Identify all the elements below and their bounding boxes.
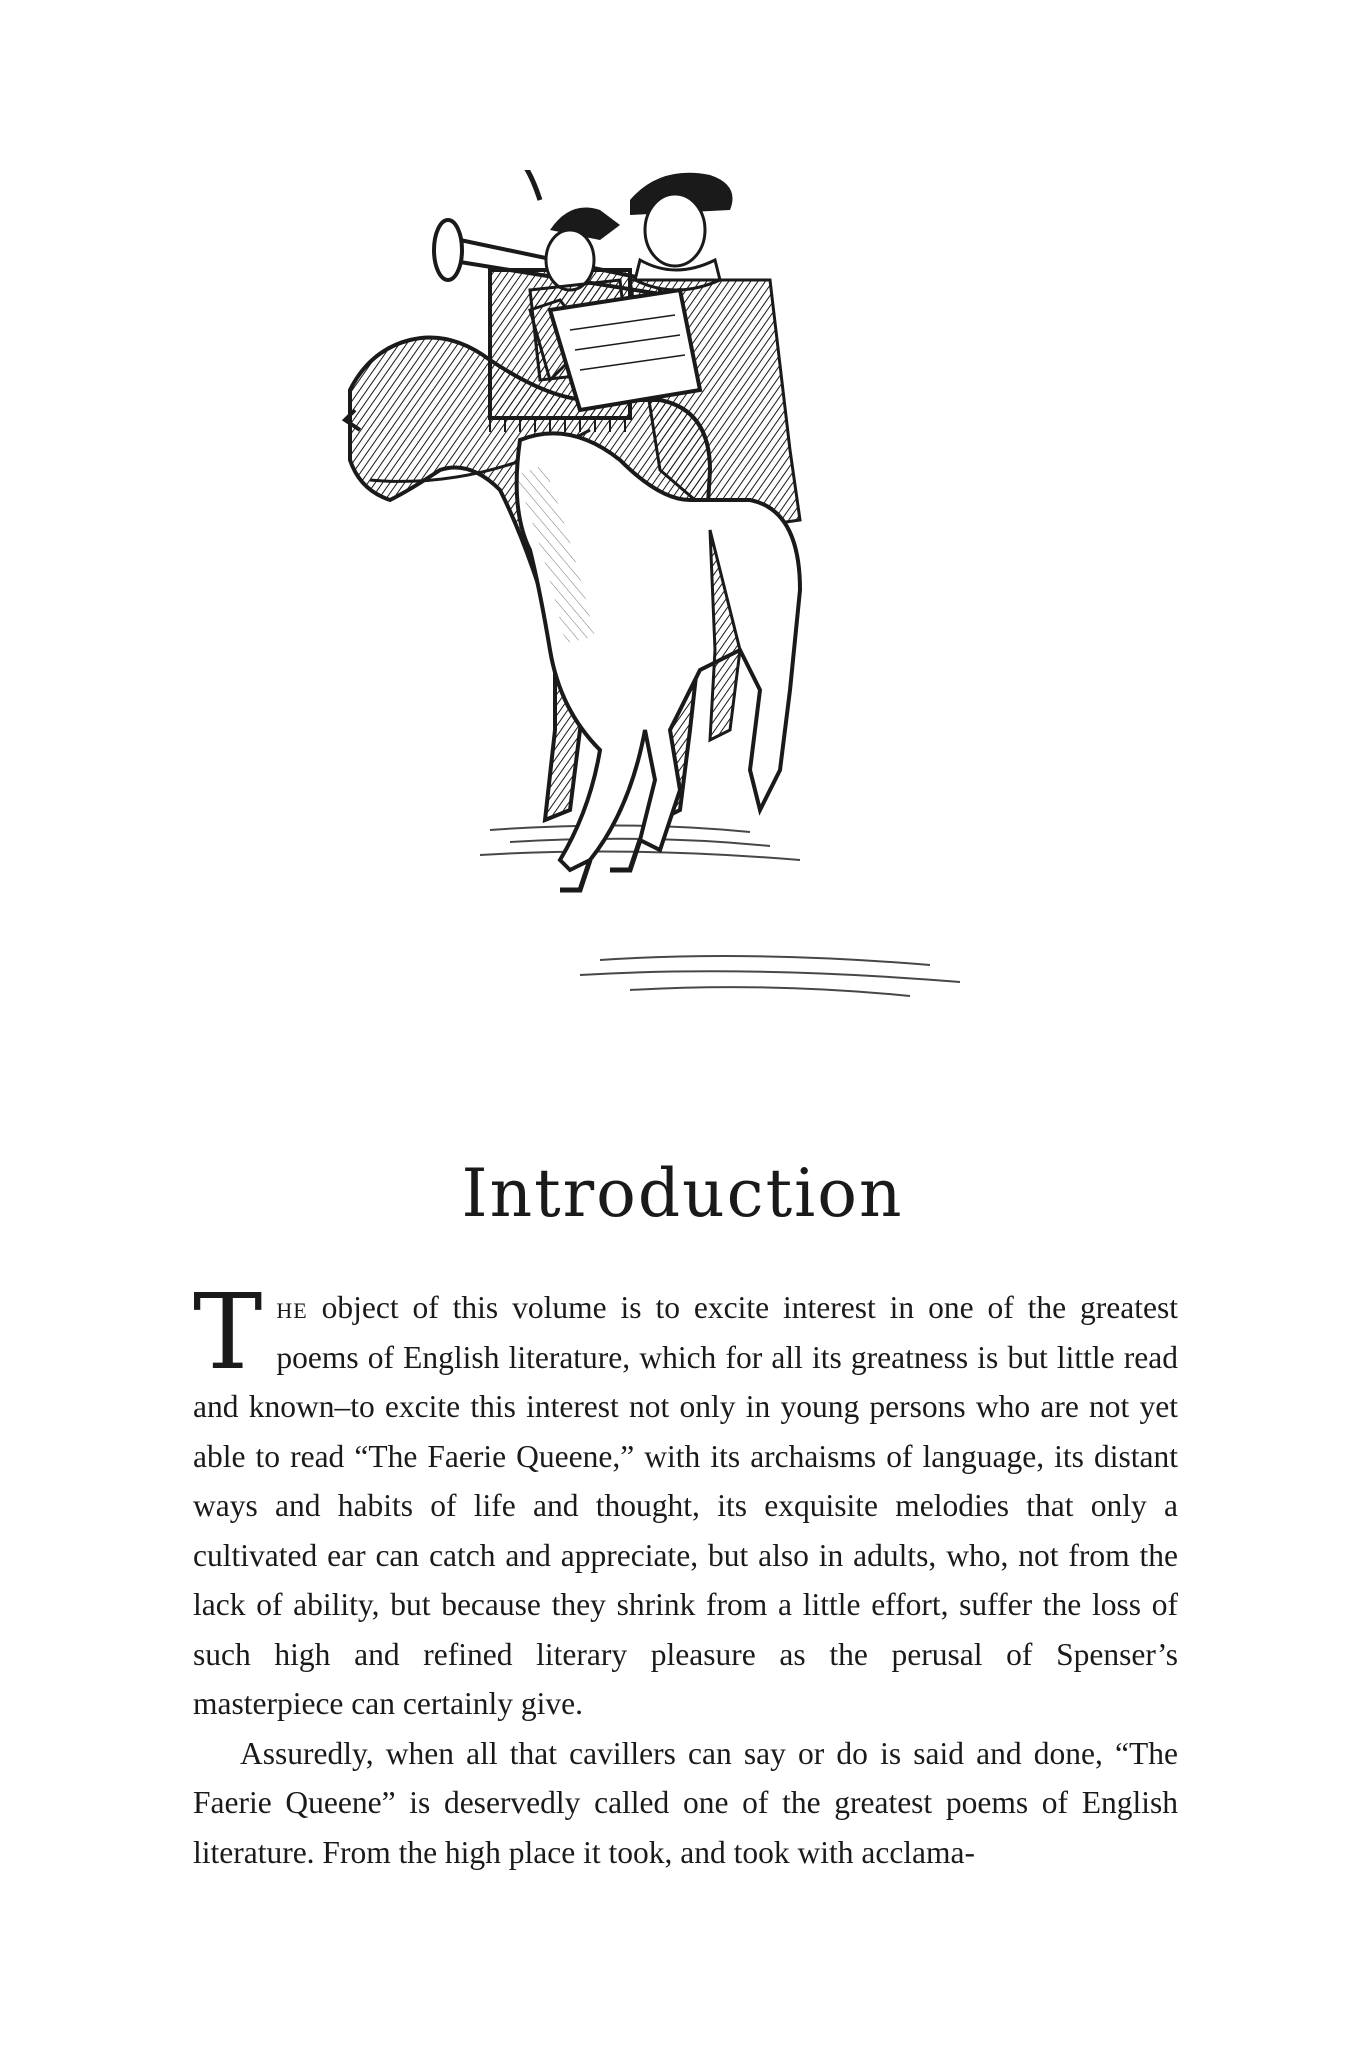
lead-in-small-caps: he <box>276 1290 308 1325</box>
drop-cap: T <box>193 1271 263 1393</box>
chapter-title: Introduction <box>461 1155 904 1232</box>
heralds-illustration <box>330 170 1050 1090</box>
paragraph-1 <box>193 1271 1178 1729</box>
body-text <box>193 1271 1178 1877</box>
engraving-two-heralds-on-horseback-icon <box>330 170 1050 1090</box>
paragraph-2 <box>193 1729 1178 1878</box>
paragraph-1-text: object of this volume is to excite interest in one of the greatest poems of English literature, which for all its greatness is but little read and known–to excite this interest not only in young persons who are not yet able to read “The Faerie Queene,” with its archaisms of language, its distant ways and habits of life and thought, its exquisite melodies that only a cultivated ear can catch and appreciate, but also in adults, who, not from the lack of ability, but because they shrink from a little effort, suffer the loss of such high and refined literary pleasure as the perusal of Spenser’s masterpiece can certainly give. <box>193 1290 1178 1721</box>
paragraph-2-text: Assuredly, when all that cavillers can say or do is said and done, “The Faerie Queene” is deservedly called one of the greatest poems of English literature. From the high place it took, and took with acclama- <box>193 1735 1178 1870</box>
